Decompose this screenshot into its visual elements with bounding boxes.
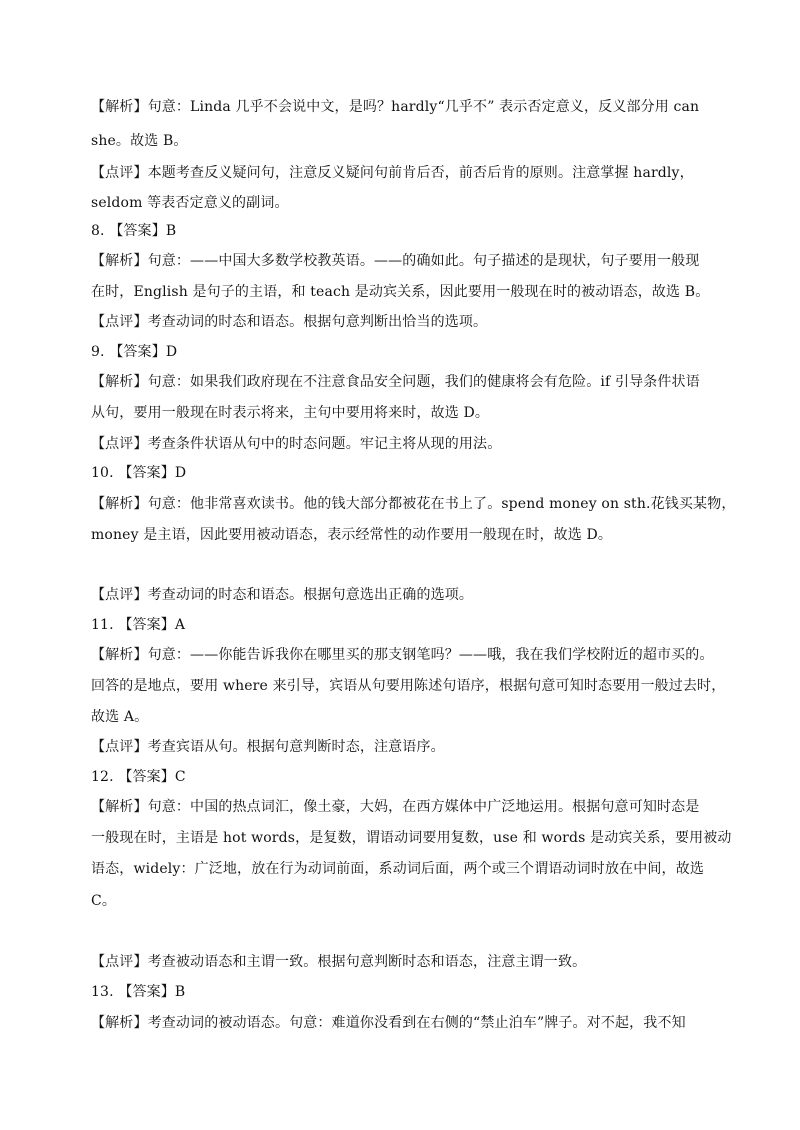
- text-line: 【解析】句意：如果我们政府现在不注意食品安全问题，我们的健康将会有危险。if 引导条件状语: [91, 374, 700, 390]
- text-line: 【解析】句意：中国的热点词汇，像土豪，大妈，在西方媒体中广泛地运用。根据句意可知时态是: [91, 799, 700, 815]
- text-line: 【解析】句意：——中国大多数学校教英语。——的确如此。句子描述的是现状，句子要用一般现: [91, 253, 700, 269]
- text-line: C。: [91, 893, 117, 909]
- text-line: 从句，要用一般现在时表示将来，主句中要用将来时，故选 D。: [91, 405, 490, 421]
- text-line: seldom 等表否定意义的副词。: [91, 195, 289, 211]
- answer-heading: 12. 【答案】C: [91, 769, 186, 785]
- text-line: 【点评】本题考查反义疑问句，注意反义疑问句前肯后否，前否后肯的原则。注意掌握 hardly，: [91, 165, 694, 181]
- text-line: 【解析】句意：——你能告诉我你在哪里买的那支钢笔吗？——哦，我在我们学校附近的超市买的。: [91, 647, 714, 663]
- text-line: 回答的是地点，要用 where 来引导，宾语从句要用陈述句语序，根据句意可知时态要用一般过去时，: [91, 678, 726, 694]
- text-line: 【点评】考查动词的时态和语态。根据句意判断出恰当的选项。: [91, 314, 488, 330]
- answer-heading: 8. 【答案】B: [91, 223, 177, 239]
- text-line: 【解析】句意：他非常喜欢读书。他的钱大部分都被花在书上了。spend money on sth.花钱买某物，: [91, 496, 736, 512]
- answer-heading: 11. 【答案】A: [91, 617, 186, 633]
- answer-heading: 10. 【答案】D: [91, 465, 187, 481]
- answer-heading: 13. 【答案】B: [91, 984, 186, 1000]
- text-line: she。故选 B。: [91, 133, 188, 149]
- text-line: 语态，widely：广泛地，放在行为动词前面，系动词后面，两个或三个谓语动词时放在中间，故选: [91, 861, 704, 877]
- text-line: 【点评】考查宾语从句。根据句意判断时态，注意语序。: [91, 739, 445, 755]
- text-line: 【点评】考查条件状语从句中的时态问题。牢记主将从现的用法。: [91, 436, 502, 452]
- text-line: 【点评】考查被动语态和主谓一致。根据句意判断时态和语态，注意主谓一致。: [91, 954, 587, 970]
- text-line: 一般现在时，主语是 hot words，是复数，谓语动词要用复数，use 和 words 是动宾关系，要用被动: [91, 830, 732, 846]
- text-line: 【解析】句意：Linda 几乎不会说中文，是吗？hardly“几乎不” 表示否定意义，反义部分用 can: [91, 99, 700, 115]
- answer-heading: 9. 【答案】D: [91, 344, 178, 360]
- text-line: 【点评】考查动词的时态和语态。根据句意选出正确的选项。: [91, 587, 474, 603]
- text-line: 故选 A。: [91, 709, 149, 725]
- text-line: money 是主语，因此要用被动语态，表示经常性的动作要用一般现在时，故选 D。: [91, 527, 613, 543]
- text-line: 在时，English 是句子的主语，和 teach 是动宾关系，因此要用一般现在时的被动语态，故选 B。: [91, 284, 710, 300]
- text-line: 【解析】考查动词的被动语态。句意：难道你没看到在右侧的“禁止泊车”牌子。对不起，我不知: [91, 1015, 686, 1031]
